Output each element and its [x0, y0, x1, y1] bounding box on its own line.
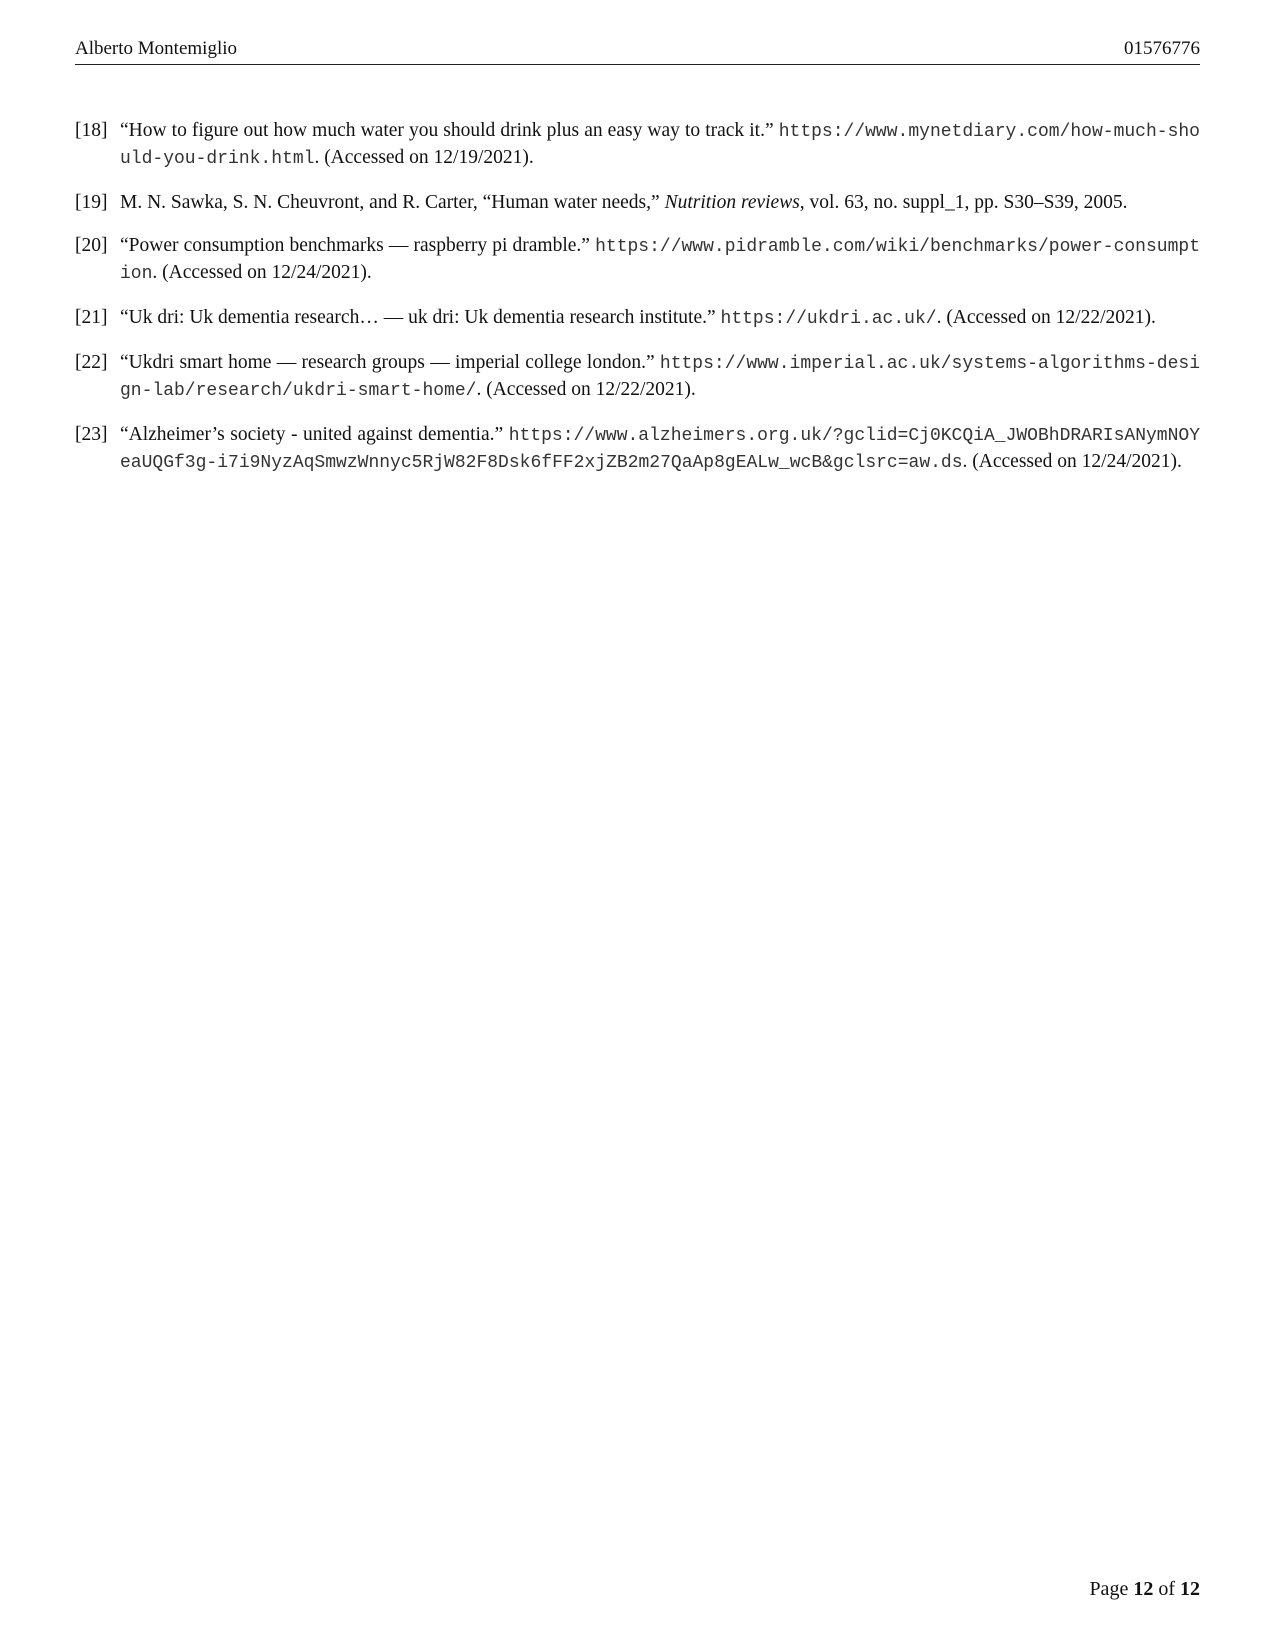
page-footer: [1089, 1578, 1200, 1601]
reference-title: “Power consumption benchmarks — raspberry pi dramble.”: [120, 235, 596, 256]
reference-21: [75, 305, 1200, 332]
reference-list: [75, 118, 1200, 494]
reference-url[interactable]: https://www.alzheimers.org.uk/?gclid=Cj0KCQiA_JWOBhDRARIsANymNOYeaUQGf3g-i7i9NyzAqSmwzWnnyc5RjW82F8Dsk6fFF2xjZB2m27QaAp8gEALw_wcB&gclsrc=aw.ds: [120, 426, 1200, 473]
reference-number: [19]: [75, 192, 108, 213]
reference-number: [20]: [75, 235, 108, 256]
reference-url[interactable]: https://ukdri.ac.uk/: [720, 309, 937, 329]
reference-accessed: . (Accessed on 12/24/2021).: [962, 451, 1182, 472]
reference-journal: Nutrition reviews: [664, 192, 800, 213]
reference-number: [21]: [75, 307, 108, 328]
reference-number: [22]: [75, 352, 108, 373]
reference-accessed: . (Accessed on 12/19/2021).: [314, 147, 534, 168]
reference-accessed: . (Accessed on 12/24/2021).: [152, 262, 372, 283]
reference-title: “How to figure out how much water you should drink plus an easy way to track it.”: [120, 120, 779, 141]
author-name: Alberto Montemiglio: [75, 38, 238, 59]
reference-23: [75, 422, 1200, 476]
reference-18: [75, 118, 1200, 172]
reference-number: [23]: [75, 424, 108, 445]
page-header: [75, 38, 1200, 65]
reference-accessed: . (Accessed on 12/22/2021).: [476, 379, 696, 400]
of-word: of: [1158, 1578, 1175, 1600]
reference-url[interactable]: https://www.imperial.ac.uk/systems-algorithms-design-lab/research/ukdri-smart-home/: [120, 354, 1200, 401]
current-page-number: 12: [1133, 1578, 1154, 1600]
total-pages-number: 12: [1180, 1578, 1200, 1600]
reference-title: “Ukdri smart home — research groups — imperial college london.”: [120, 352, 660, 373]
reference-accessed: . (Accessed on 12/22/2021).: [936, 307, 1156, 328]
reference-authors: M. N. Sawka, S. N. Cheuvront, and R. Carter, “Human water needs,”: [120, 192, 665, 213]
reference-19: [75, 190, 1200, 215]
reference-url[interactable]: https://www.mynetdiary.com/how-much-should-you-drink.html: [120, 122, 1200, 169]
reference-details: , vol. 63, no. suppl_1, pp. S30–S39, 2005.: [799, 192, 1128, 213]
reference-title: “Uk dri: Uk dementia research… — uk dri: Uk dementia research institute.”: [120, 307, 721, 328]
reference-url[interactable]: https://www.pidramble.com/wiki/benchmarks/power-consumption: [120, 237, 1200, 284]
reference-number: [18]: [75, 120, 108, 141]
reference-20: [75, 233, 1200, 287]
student-id: 01576776: [1124, 38, 1200, 59]
page-word: Page: [1089, 1578, 1129, 1600]
reference-title: “Alzheimer’s society - united against dementia.”: [120, 424, 509, 445]
reference-22: [75, 350, 1200, 404]
